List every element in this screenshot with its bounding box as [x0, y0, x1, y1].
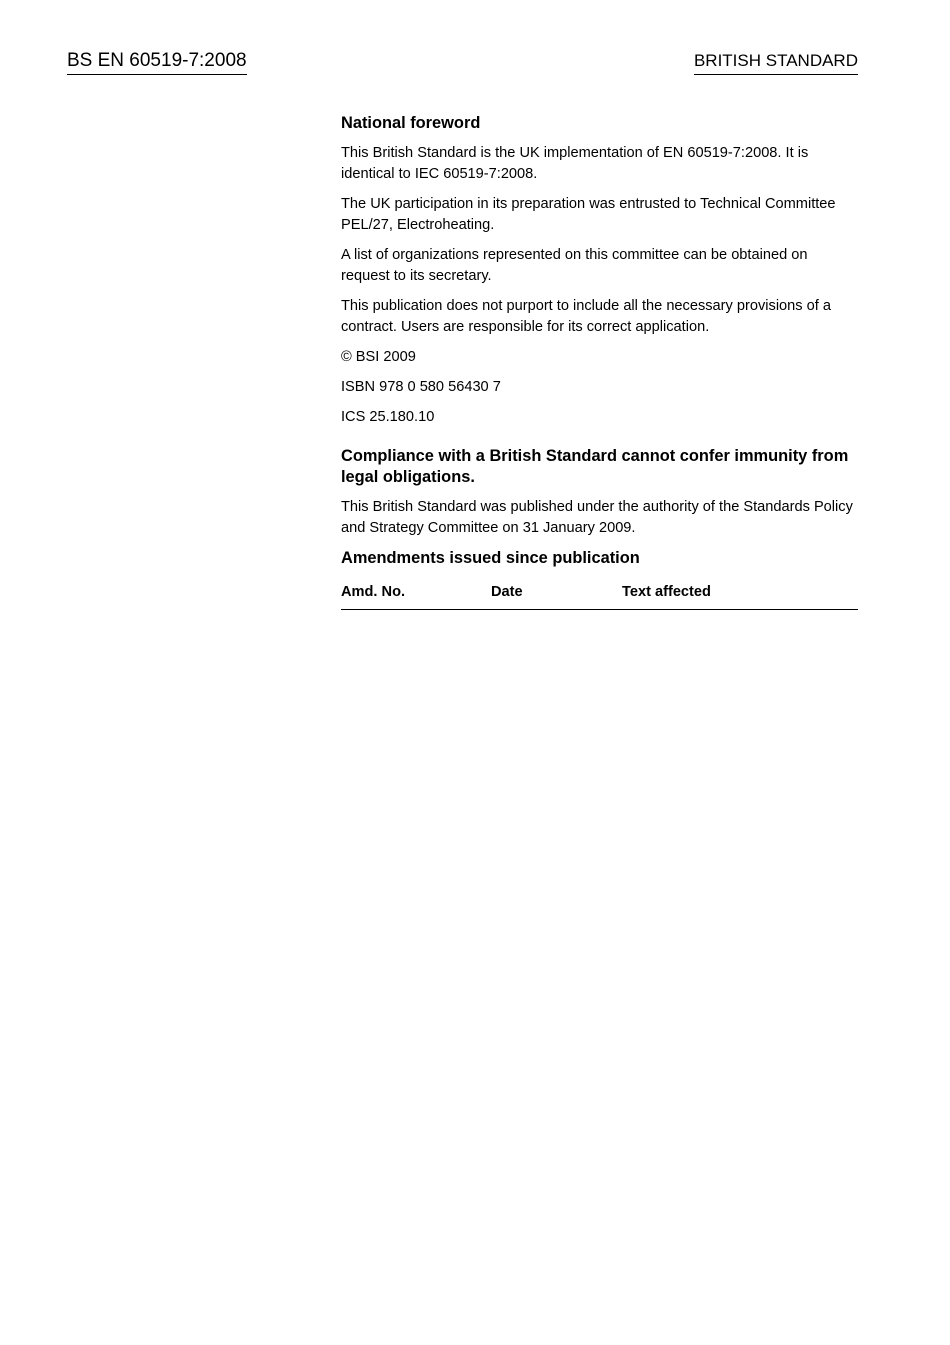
header-standard-number: BS EN 60519-7:2008: [67, 50, 247, 75]
compliance-title: Compliance with a British Standard cannot confer immunity from legal obligations.: [341, 447, 849, 486]
foreword-paragraph-2: The UK participation in its preparation was entrusted to Technical Committee PEL/27, Electroheating.: [341, 196, 836, 233]
column-header-date: Date: [491, 582, 622, 610]
amendments-header-row: [341, 582, 858, 610]
amendments-table: [341, 582, 858, 610]
compliance-text: This British Standard was published under the authority of the Standards Policy and Strategy Committee on 31 January 2009.: [341, 499, 853, 536]
ics-line: ICS 25.180.10: [341, 409, 435, 425]
isbn-line: ISBN 978 0 580 56430 7: [341, 379, 501, 395]
foreword-paragraph-4: This publication does not purport to include all the necessary provisions of a contract. Users are responsible for its correct application.: [341, 298, 831, 335]
foreword-content: [341, 113, 858, 610]
copyright-line: © BSI 2009: [341, 349, 416, 365]
foreword-title: National foreword: [341, 114, 481, 132]
foreword-paragraph-1: This British Standard is the UK implementation of EN 60519-7:2008. It is identical to IEC 60519-7:2008.: [341, 145, 809, 182]
amendments-title: Amendments issued since publication: [341, 549, 640, 567]
column-header-amd-no: Amd. No.: [341, 582, 491, 610]
foreword-paragraph-3: A list of organizations represented on this committee can be obtained on request to its secretary.: [341, 247, 808, 284]
header-standard-type: BRITISH STANDARD: [694, 50, 858, 75]
column-header-text-affected: Text affected: [622, 582, 858, 610]
